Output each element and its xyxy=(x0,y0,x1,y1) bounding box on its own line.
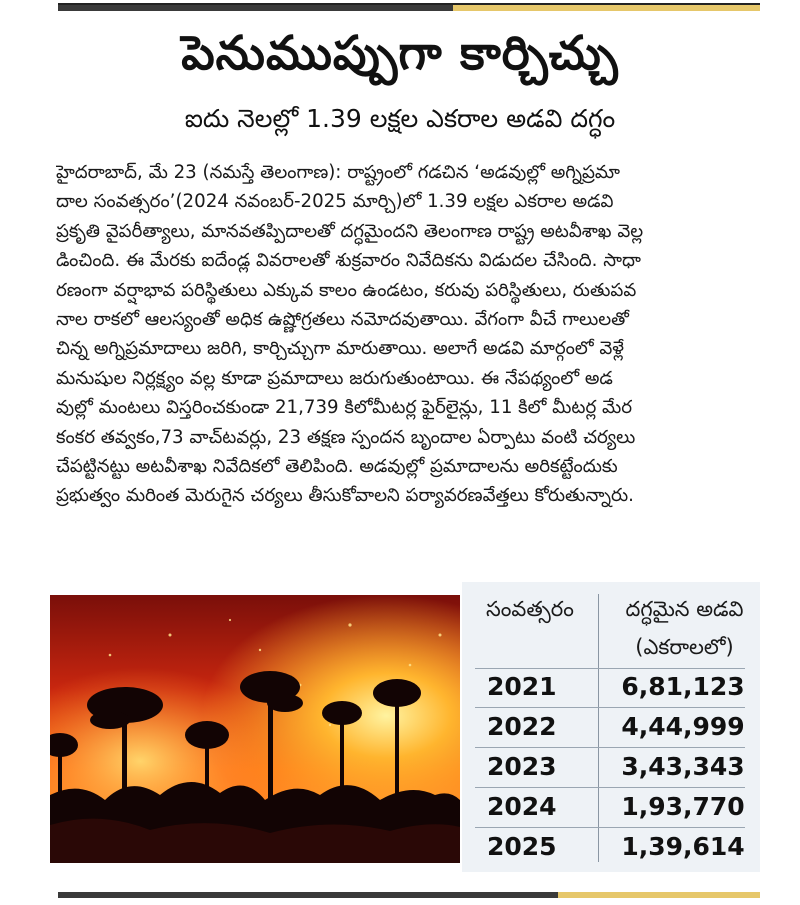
table-cell-year: 2024 xyxy=(487,792,557,821)
top-rule-dark xyxy=(58,5,453,11)
table-cell-year: 2021 xyxy=(487,672,557,701)
bottom-rule-gold xyxy=(558,892,760,898)
table-cell-year: 2022 xyxy=(487,712,557,741)
bottom-rule-dark xyxy=(58,892,558,898)
table-cell-acres: 6,81,123 xyxy=(621,672,745,701)
body-line: చిన్న అగ్నిప్రమాదాలు జరిగి, కార్చిచ్చుగా మారుతాయి. అలాగే అడవి మార్గంలో వెళ్లే xyxy=(56,338,625,360)
body-line: దాల సంవత్సరం’(2024 నవంబర్-2025 మార్చి)లో 1.39 లక్షల ఎకరాల అడవి xyxy=(56,191,614,213)
body-line: డించింది. ఈ మేరకు ఐదేండ్ల వివరాలతో శుక్రవారం నివేదికను విడుదల చేసింది. సాధా xyxy=(56,250,641,272)
body-line: హైదరాబాద్, మే 23 (నమస్తే తెలంగాణ): రాష్ట్రంలో గడచిన ‘అడవుల్లో అగ్నిప్రమా xyxy=(56,162,621,183)
bottom-rule xyxy=(58,892,760,898)
body-line: ప్రకృతి వైపరీత్యాలు, మానవతప్పిదాలతో దగ్ధమైందని తెలంగాణ రాష్ట్ర అటవీశాఖ వెల్ల xyxy=(56,220,644,242)
table-cell-year: 2023 xyxy=(487,752,557,781)
top-rule xyxy=(58,3,760,11)
table-cell-acres: 3,43,343 xyxy=(621,752,745,781)
article-headline: పెనుముప్పుగా కార్చిచ్చు xyxy=(181,26,619,81)
body-line: రణంగా వర్షాభావ పరిస్థితులు ఎక్కువ కాలం ఉండటం, కరువు పరిస్థితులు, రుతుపవ xyxy=(56,279,637,301)
top-rule-gold xyxy=(453,5,760,11)
body-line: నాల రాకలో ఆలస్యంతో అధిక ఉష్ణోగ్రతలు నమోదవుతాయి. వేగంగా వీచే గాలులతో xyxy=(56,308,629,330)
body-line: మనుషుల నిర్లక్ష్యం వల్ల కూడా ప్రమాదాలు జరుగుతుంటాయి. ఈ నేపథ్యంలో అడ xyxy=(56,367,613,389)
body-line: చేపట్టినట్టు అటవీశాఖ నివేదికలో తెలిపింది. అడవుల్లో ప్రమాదాలను అరికట్టేందుకు xyxy=(56,455,618,477)
forest-fire-photo xyxy=(50,595,460,863)
table-cell-acres: 1,93,770 xyxy=(621,792,745,821)
table-cell-year: 2025 xyxy=(487,832,557,861)
body-line: కంకర తవ్వకం,73 వాచ్‌టవర్లు, 23 తక్షణ స్పందన బృందాల ఏర్పాటు వంటి చర్యలు xyxy=(56,426,636,448)
table-cell-acres: 4,44,999 xyxy=(621,712,745,741)
table-column-divider xyxy=(598,594,599,862)
table-cell-acres: 1,39,614 xyxy=(621,832,745,861)
article-body xyxy=(56,158,768,511)
article-subheadline: ఐదు నెలల్లో 1.39 లక్షల ఎకరాల అడవి దగ్ధం xyxy=(184,104,616,133)
body-line: వుల్లో మంటలు విస్తరించకుండా 21,739 కిలోమీటర్ల ఫైర్‌లైన్లు, 11 కిలో మీటర్ల మేర xyxy=(56,397,633,419)
table-header-year: సంవత్సరం xyxy=(486,597,574,621)
table-header-area: దగ్ధమైన అడవి xyxy=(625,597,744,621)
table-header-area-unit: (ఎకరాలలో) xyxy=(635,635,734,659)
body-line: ప్రభుత్వం మరింత మెరుగైన చర్యలు తీసుకోవాలని పర్యావరణవేత్తలు కోరుతున్నారు. xyxy=(56,485,634,507)
